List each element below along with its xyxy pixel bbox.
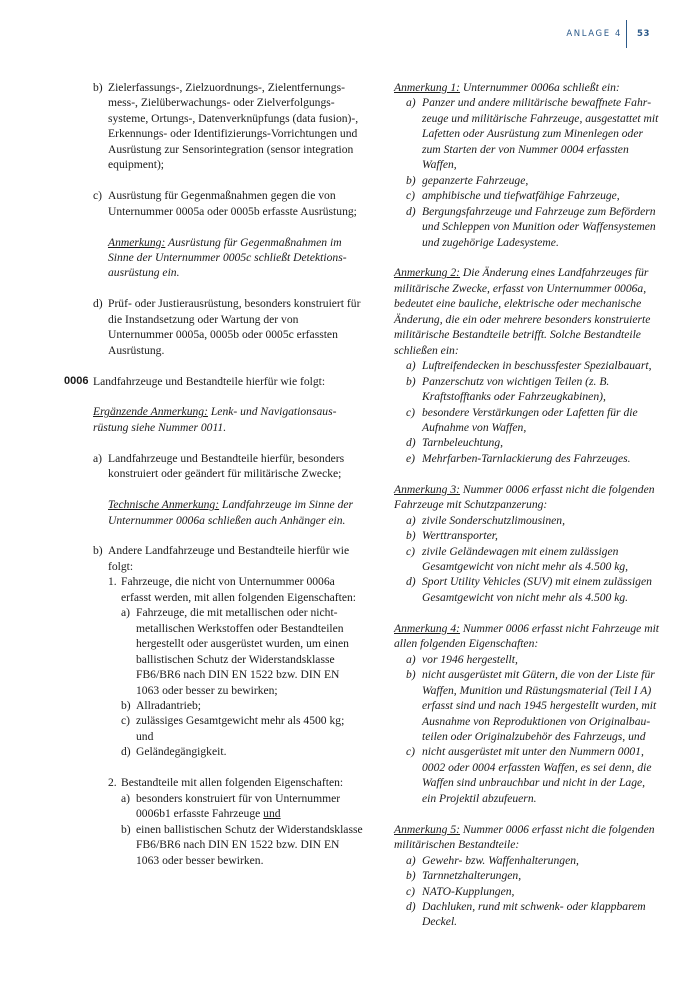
item-text: Panzerschutz von wichtigen Teilen (z. B. Kraftstofftanks oder Fahrzeugkabinen), xyxy=(422,374,610,404)
list-item xyxy=(406,528,660,543)
item-text: amphibische und tiefwatfähige Fahrzeuge, xyxy=(422,189,620,203)
item-text: Allradantrieb; xyxy=(136,699,202,712)
item-text: einen ballistischen Schutz der Widerstandsklasse FB6/BR6 nach DIN EN 1522 bzw. DIN EN 1063 oder besser bewirken. xyxy=(136,822,363,867)
item-text: Fahrzeuge, die mit metallischen oder nicht-metallischen Werkstoffen oder Bestandteilen hergestellt oder ausgerüstet wurden, um einen ballistischen Schutz der Widerstandsklasse FB6/BR6 nach DIN EN 1522 bzw. DIN EN 1063 oder besser zu bewirken; xyxy=(136,606,349,697)
list-item xyxy=(406,173,660,188)
item-label: a) xyxy=(406,359,416,373)
item-text: besonders konstruiert für von Unternummer 0006b1 erfasste Fahrzeuge xyxy=(136,791,341,821)
item-label: b) xyxy=(406,374,416,388)
running-header-title: ANLAGE 4 xyxy=(566,29,622,39)
note-text: Ausrüstung für Gegenmaßnahmen im Sinne der Unternummer 0005c schließt Detektionsausrüstung ein. xyxy=(108,235,347,280)
list-item xyxy=(406,204,660,250)
list-item-0006b2b xyxy=(121,822,364,868)
list-item xyxy=(406,652,660,667)
item-text: Zielerfassungs-, Zielzuordnungs-, Zielentfernungsmess-, Zielüberwachungs- oder Zielverfolgungssysteme, Ortungs-, Datenverknüpfungs (data fusion)-, Erkennungs- oder Identifizierungs-Vorrichtungen und Ausrüstung zur Sensorintegration (sensor integration equipment); xyxy=(108,81,359,172)
note-2-intro xyxy=(394,265,660,358)
item-text: Luftreifendecken in beschussfester Spezialbauart, xyxy=(422,359,652,373)
item-text: Landfahrzeuge und Bestandteile hierfür, besonders konstruiert oder geändert für militärische Zwecke; xyxy=(108,451,345,481)
list-item-0006b1d xyxy=(121,744,364,759)
note-text: Nummer 0006 erfasst nicht die folgenden Fahrzeuge mit Schutzpanzerung: xyxy=(394,482,655,512)
page-number: 53 xyxy=(637,29,651,39)
note-2 xyxy=(394,265,660,466)
list-item xyxy=(406,374,660,405)
header-divider xyxy=(626,20,627,48)
item-label: b) xyxy=(121,822,131,836)
supplementary-note xyxy=(93,404,364,435)
item-text: Fahrzeuge, die nicht von Unternummer 0006a erfasst werden, mit allen folgenden Eigenschaften: xyxy=(121,575,357,604)
item-label: b) xyxy=(121,699,131,712)
note-5-intro xyxy=(394,822,660,853)
item-text: Andere Landfahrzeuge und Bestandteile hierfür wie folgt: xyxy=(108,544,350,573)
list-item xyxy=(406,358,660,373)
item-text: Tarnnetzhalterungen, xyxy=(422,869,522,883)
note-4-list xyxy=(406,652,660,807)
item-text: Bergungsfahrzeuge und Fahrzeuge zum Befördern und Schleppen von Munition oder Waffensystemen und zugehörige Ladesysteme. xyxy=(422,204,656,249)
item-label: a) xyxy=(406,853,416,867)
item-label: b) xyxy=(406,173,416,187)
item-text: vor 1946 hergestellt, xyxy=(422,652,518,666)
item-text: Bestandteile mit allen folgenden Eigenschaften: xyxy=(121,776,344,790)
note-text: Nummer 0006 erfasst nicht die folgenden militärischen Bestandteile: xyxy=(394,822,655,852)
item-label: 2. xyxy=(108,776,117,790)
note-text: Landfahrzeuge im Sinne der Unternummer 0006a schließen auch Anhänger ein. xyxy=(108,498,354,527)
list-item xyxy=(406,513,660,528)
note-heading: Anmerkung 2: xyxy=(394,266,461,280)
section-title: Landfahrzeuge und Bestandteile hierfür wie folgt: xyxy=(93,374,326,388)
item-label: c) xyxy=(406,544,416,558)
item-text: Mehrfarben-Tarnlackierung des Fahrzeuges. xyxy=(422,451,631,465)
note-1-intro xyxy=(394,80,660,95)
note-4 xyxy=(394,621,660,806)
list-item-0005d xyxy=(93,296,364,358)
section-0006-heading xyxy=(64,374,364,389)
item-label: b) xyxy=(406,529,416,543)
item-text: Dachluken, rund mit schwenk- oder klappbarem Deckel. xyxy=(422,899,646,929)
item-label: d) xyxy=(406,899,416,913)
right-column xyxy=(394,80,660,930)
item-label: c) xyxy=(406,745,416,759)
note-3-list xyxy=(406,513,660,606)
item-text: Geländegängigkeit. xyxy=(136,745,227,759)
item-label: b) xyxy=(93,544,103,558)
item-label: d) xyxy=(406,575,416,589)
list-item xyxy=(406,667,660,744)
note-text: Die Änderung eines Landfahrzeuges für militärische Zwecke, erfasst von Unternummer 0006a, bedeutet eine bauliche, elektrische oder mechanische Änderung, die ein oder mehrere besonders konstruierte militärische Bestandteile betrifft. Solche Bestandteile schließen ein: xyxy=(394,266,651,357)
list-item xyxy=(406,574,660,605)
underlined-conjunction: und xyxy=(263,807,281,821)
note-3-intro xyxy=(394,482,660,513)
list-item xyxy=(406,899,660,930)
list-item-0006a xyxy=(93,451,364,482)
item-text: besondere Verstärkungen oder Lafetten für die Aufnahme von Waffen, xyxy=(422,405,638,434)
list-item-0006b xyxy=(93,543,364,574)
list-item xyxy=(406,868,660,883)
item-label: a) xyxy=(93,451,103,465)
note-heading: Anmerkung 1: xyxy=(394,81,461,94)
note-heading: Anmerkung 4: xyxy=(394,621,461,635)
item-text: Tarnbeleuchtung, xyxy=(422,436,504,450)
item-label: a) xyxy=(406,96,416,110)
note-5 xyxy=(394,822,660,930)
list-item-0005c xyxy=(93,188,364,219)
note-1-list xyxy=(406,95,660,250)
note-text: Nummer 0006 erfasst nicht Fahrzeuge mit allen folgenden Eigenschaften: xyxy=(394,621,660,651)
item-label: c) xyxy=(93,189,103,203)
list-item-0006b2a xyxy=(121,791,364,822)
note-heading: Anmerkung: xyxy=(108,235,166,249)
item-label: d) xyxy=(406,436,416,450)
note-5-list xyxy=(406,853,660,930)
note-heading: Anmerkung 3: xyxy=(394,482,461,496)
list-item-0006b1a xyxy=(121,605,364,698)
list-item-0005b xyxy=(93,80,364,173)
item-label: 1. xyxy=(108,575,117,589)
item-text: Sport Utility Vehicles (SUV) mit einem zulässigen Gesamtgewicht von nicht mehr als 4.500 kg. xyxy=(422,575,652,604)
list-item xyxy=(406,884,660,899)
list-item xyxy=(406,435,660,450)
item-text: nicht ausgerüstet mit unter den Nummern 0001, 0002 oder 0004 erfassten Waffen, es sei denn, die Waffen sind unbrauchbar und nicht in der Lage, ein Projektil abzufeuern. xyxy=(422,745,652,805)
note-text: Lenk- und Navigationsausrüstung siehe Nummer 0011. xyxy=(93,405,337,434)
item-label: d) xyxy=(406,204,416,218)
list-item xyxy=(406,188,660,203)
list-item xyxy=(406,405,660,436)
item-label: a) xyxy=(406,652,416,666)
note-text: Unternummer 0006a schließt ein: xyxy=(460,81,620,94)
item-label: e) xyxy=(406,451,416,465)
item-label: b) xyxy=(406,668,416,682)
item-label: a) xyxy=(406,513,416,527)
item-text: nicht ausgerüstet mit Gütern, die von der Liste für Waffen, Munition und Rüstungsmaterial (Teil I A) erfasst sind und nach 1945 hergestellt wurden, mit Ausnahme von Reproduktionen von Originalbauteilen oder Originalzubehör des Fahrzeugs, und xyxy=(422,668,657,743)
note-0005c xyxy=(108,235,364,281)
section-number: 0006 xyxy=(64,374,89,387)
list-item-0006b1b xyxy=(121,698,364,713)
left-column xyxy=(64,80,364,868)
note-heading: Ergänzende Anmerkung: xyxy=(93,405,208,419)
note-4-intro xyxy=(394,621,660,652)
item-label: c) xyxy=(121,714,131,728)
item-text: NATO-Kupplungen, xyxy=(422,884,515,898)
list-item xyxy=(406,853,660,868)
item-label: d) xyxy=(93,297,103,311)
item-label: c) xyxy=(406,405,416,419)
note-2-list xyxy=(406,358,660,466)
list-item xyxy=(406,544,660,575)
item-label: a) xyxy=(121,791,131,805)
item-label: b) xyxy=(406,869,416,883)
item-label: d) xyxy=(121,745,131,759)
item-text: Panzer und andere militärische bewaffnete Fahrzeuge und militärische Fahrzeuge, ausgestattet mit Lafetten oder Ausrüstung zum Minenlegen oder zum Starten der von Nummer 0004 erfassten Waffen, xyxy=(422,96,659,172)
note-heading: Technische Anmerkung: xyxy=(108,498,220,512)
list-item-0006b2 xyxy=(108,775,364,790)
item-label: c) xyxy=(406,884,416,898)
item-text: zulässiges Gesamtgewicht mehr als 4500 kg; xyxy=(136,714,345,728)
item-continuation: und xyxy=(136,729,154,743)
item-text: zivile Sonderschutzlimousinen, xyxy=(422,513,565,527)
list-item xyxy=(406,95,660,172)
item-label: b) xyxy=(93,81,103,94)
item-text: Prüf- oder Justierausrüstung, besonders konstruiert für die Instandsetzung oder Wartung der von Unternummer 0005a, 0005b oder 0005c erfassten Ausrüstung. xyxy=(108,297,361,357)
item-text: Gewehr- bzw. Waffenhalterungen, xyxy=(422,853,579,867)
section-0005-continuation xyxy=(93,80,364,358)
technical-note xyxy=(108,497,364,528)
list-item-0006b1c xyxy=(121,713,364,744)
note-1 xyxy=(394,80,660,250)
item-text: zivile Geländewagen mit einem zulässigen Gesamtgewicht von nicht mehr als 4.500 kg, xyxy=(422,544,629,574)
list-item xyxy=(406,451,660,466)
item-label: c) xyxy=(406,189,416,203)
list-item-0006b1 xyxy=(108,574,364,605)
item-text: Werttransporter, xyxy=(422,529,498,543)
item-text: Ausrüstung für Gegenmaßnahmen gegen die von Unternummer 0005a oder 0005b erfasste Ausrüstung; xyxy=(108,189,357,218)
item-text: gepanzerte Fahrzeuge, xyxy=(422,173,529,187)
note-3 xyxy=(394,482,660,606)
item-label: a) xyxy=(121,606,131,620)
note-heading: Anmerkung 5: xyxy=(394,822,461,836)
list-item xyxy=(406,744,660,806)
